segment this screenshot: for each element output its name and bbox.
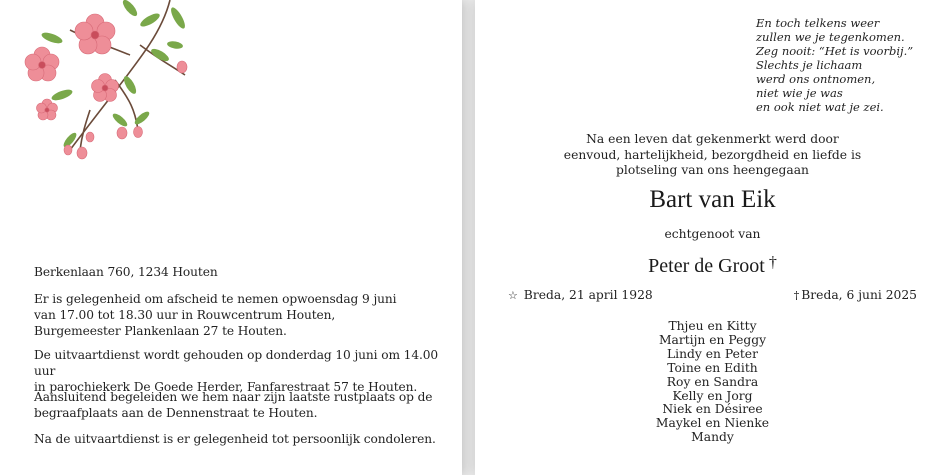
list-item: Maykel en Nienke: [655, 416, 770, 431]
left-page: [0, 0, 462, 475]
poem-line: En toch telkens weer: [756, 16, 880, 30]
funeral-service-paragraph: [34, 348, 454, 395]
cross-icon: †: [793, 289, 800, 302]
family-list: [475, 320, 950, 445]
list-item: Martijn en Peggy: [658, 332, 767, 347]
deceased-name: Bart van Eik: [649, 186, 776, 213]
text-line: De uitvaartdienst wordt gehouden op donderdag 10 juni om 14.00 uur: [34, 348, 439, 378]
list-item: Thjeu en Kitty: [668, 319, 757, 333]
poem-line: zullen we je tegenkomen.: [756, 30, 905, 44]
burial-paragraph: [34, 390, 454, 422]
list-item: Mandy: [691, 430, 734, 445]
intro-line: eenvoud, hartelijkheid, bezorgdheid en liefde is: [563, 147, 862, 162]
intro-text: [475, 132, 950, 179]
right-page: [475, 0, 950, 475]
poem: [756, 16, 936, 114]
poem-line: niet wie je was: [756, 86, 843, 100]
poem-line: en ook niet wat je zei.: [756, 100, 884, 114]
spouse-label: echtgenoot van: [664, 227, 761, 241]
text-line: Er is gelegenheid om afscheid te nemen opwoensdag 9 juni: [34, 292, 397, 306]
text-line: van 17.00 tot 18.30 uur in Rouwcentrum Houten,: [34, 307, 336, 322]
list-item: Roy en Sandra: [666, 374, 759, 389]
poem-line: Slechts je lichaam: [756, 58, 863, 72]
viewing-paragraph: [34, 292, 454, 339]
birth-text: Breda, 21 april 1928: [523, 288, 653, 302]
address: Berkenlaan 760, 1234 Houten: [34, 265, 218, 279]
spouse-name: Peter de Groot: [648, 255, 765, 277]
list-item: Toine en Edith: [667, 360, 758, 375]
list-item: Kelly en Jorg: [672, 388, 753, 403]
cherry-blossom-icon: [10, 0, 200, 170]
text-line: begraafplaats aan de Dennenstraat te Houten.: [34, 405, 318, 420]
list-item: Lindy en Peter: [667, 346, 758, 361]
death-text: Breda, 6 juni 2025: [801, 288, 917, 302]
star-icon: ☆: [508, 289, 518, 302]
spouse-name-line: [475, 250, 950, 279]
death-info: [794, 288, 917, 302]
cross-icon: †: [768, 254, 777, 271]
intro-line: plotseling van ons heengegaan: [616, 163, 809, 177]
intro-line: Na een leven dat gekenmerkt werd door: [586, 132, 839, 146]
poem-line: werd ons ontnomen,: [756, 72, 876, 86]
text-line: Burgemeester Plankenlaan 27 te Houten.: [34, 323, 287, 338]
birth-info: [508, 288, 653, 302]
condolence-paragraph: [34, 432, 454, 448]
poem-line: Zeg nooit: “Het is voorbij.”: [756, 44, 914, 58]
text-line: in parochiekerk De Goede Herder, Fanfarestraat 57 te Houten.: [34, 379, 418, 394]
text-line: Na de uitvaartdienst is er gelegenheid tot persoonlijk condoleren.: [34, 432, 436, 446]
text-line: Aansluitend begeleiden we hem naar zijn laatste rustplaats op de: [34, 390, 433, 404]
list-item: Niek en Désiree: [662, 402, 763, 417]
